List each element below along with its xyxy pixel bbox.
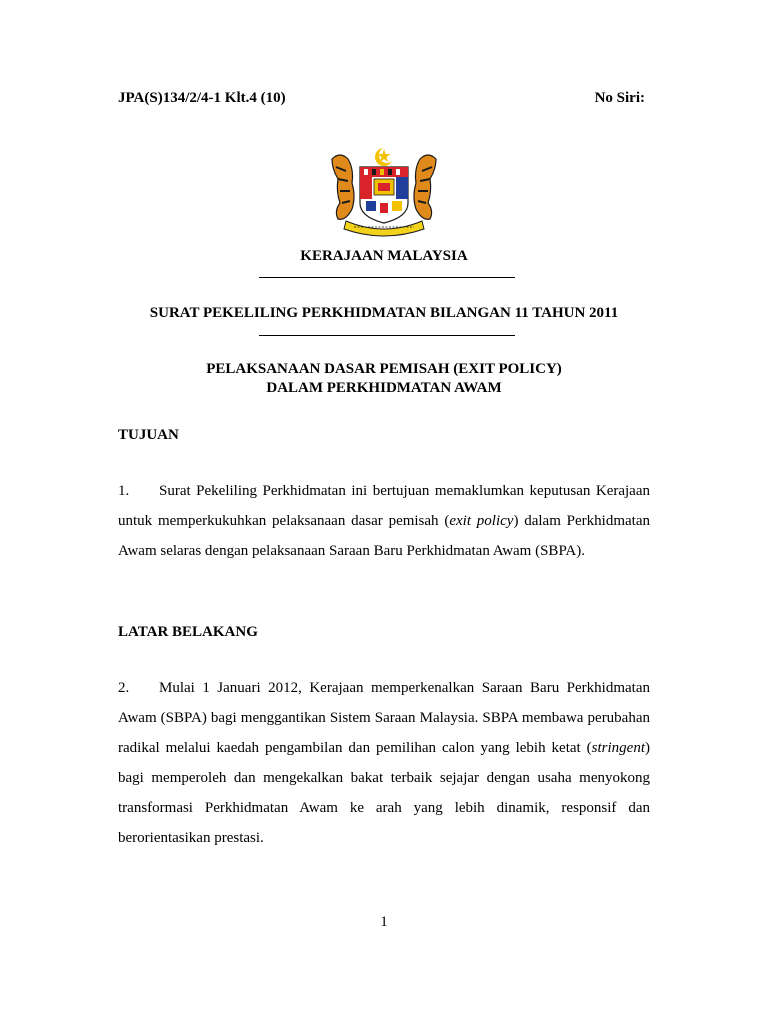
paragraph-italic-term: exit policy	[449, 513, 514, 529]
subject-line-2: DALAM PERKHIDMATAN AWAM	[266, 380, 502, 396]
circular-divider	[259, 335, 515, 336]
section-heading-latar-belakang: LATAR BELAKANG	[118, 624, 258, 640]
serial-number-label: No Siri:	[594, 90, 645, 106]
paragraph-italic-term: stringent	[591, 740, 645, 756]
paragraph-2	[118, 673, 650, 853]
section-heading-tujuan: TUJUAN	[118, 427, 179, 443]
circular-title: SURAT PEKELILING PERKHIDMATAN BILANGAN 11 TAHUN 2011	[149, 305, 619, 321]
government-title: KERAJAAN MALAYSIA	[300, 248, 468, 264]
paragraph-number: 2.	[118, 680, 130, 696]
paragraph-text: ) bagi memperoleh dan mengekalkan bakat terbaik sejajar dengan usaha menyokong transformasi Perkhidmatan Awam ke arah yang lebih dinamik, responsif dan berorientasikan prestasi.	[118, 740, 650, 846]
reference-number: JPA(S)134/2/4-1 Klt.4 (10)	[118, 90, 286, 106]
title-divider	[259, 277, 515, 278]
paragraph-number: 1.	[118, 483, 130, 499]
paragraph-text: ) dalam Perkhidmatan Awam selaras dengan pelaksanaan Saraan Baru Perkhidmatan Awam (SBPA).	[118, 513, 650, 559]
malaysia-coat-of-arms-icon	[322, 145, 446, 237]
paragraph-text: Surat Pekeliling Perkhidmatan ini bertujuan memaklumkan keputusan Kerajaan untuk memperkukuhkan pelaksanaan dasar pemisah (	[118, 483, 650, 529]
subject-line-1: PELAKSANAAN DASAR PEMISAH (EXIT POLICY)	[206, 361, 562, 377]
paragraph-text: Mulai 1 Januari 2012, Kerajaan memperkenalkan Saraan Baru Perkhidmatan Awam (SBPA) bagi menggantikan Sistem Saraan Malaysia. SBPA membawa perubahan radikal melalui kaedah pengambilan dan pemilihan calon yang lebih ketat (	[118, 680, 650, 756]
paragraph-1	[118, 476, 650, 566]
page-number: 1	[380, 914, 388, 930]
